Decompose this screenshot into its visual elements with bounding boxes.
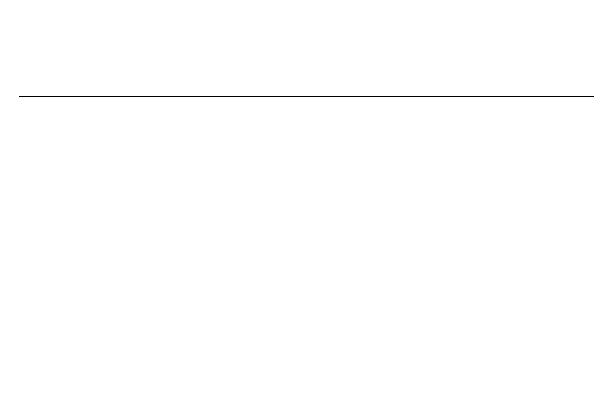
stature-stat-label <box>284 79 385 97</box>
subheader-row <box>19 79 594 97</box>
n-subheader <box>145 79 175 97</box>
group-header <box>19 15 145 79</box>
header-row <box>19 15 594 79</box>
hanche-stat-label <box>494 79 594 97</box>
stature-header <box>284 15 385 79</box>
hanche-header <box>494 15 594 79</box>
n-header-blank <box>145 15 175 79</box>
subheader-blank <box>19 79 145 97</box>
poids-stat-label <box>175 79 284 97</box>
taille-header <box>385 15 494 79</box>
poids-header <box>175 15 284 79</box>
results-table <box>19 15 594 97</box>
taille-stat-label <box>385 79 494 97</box>
